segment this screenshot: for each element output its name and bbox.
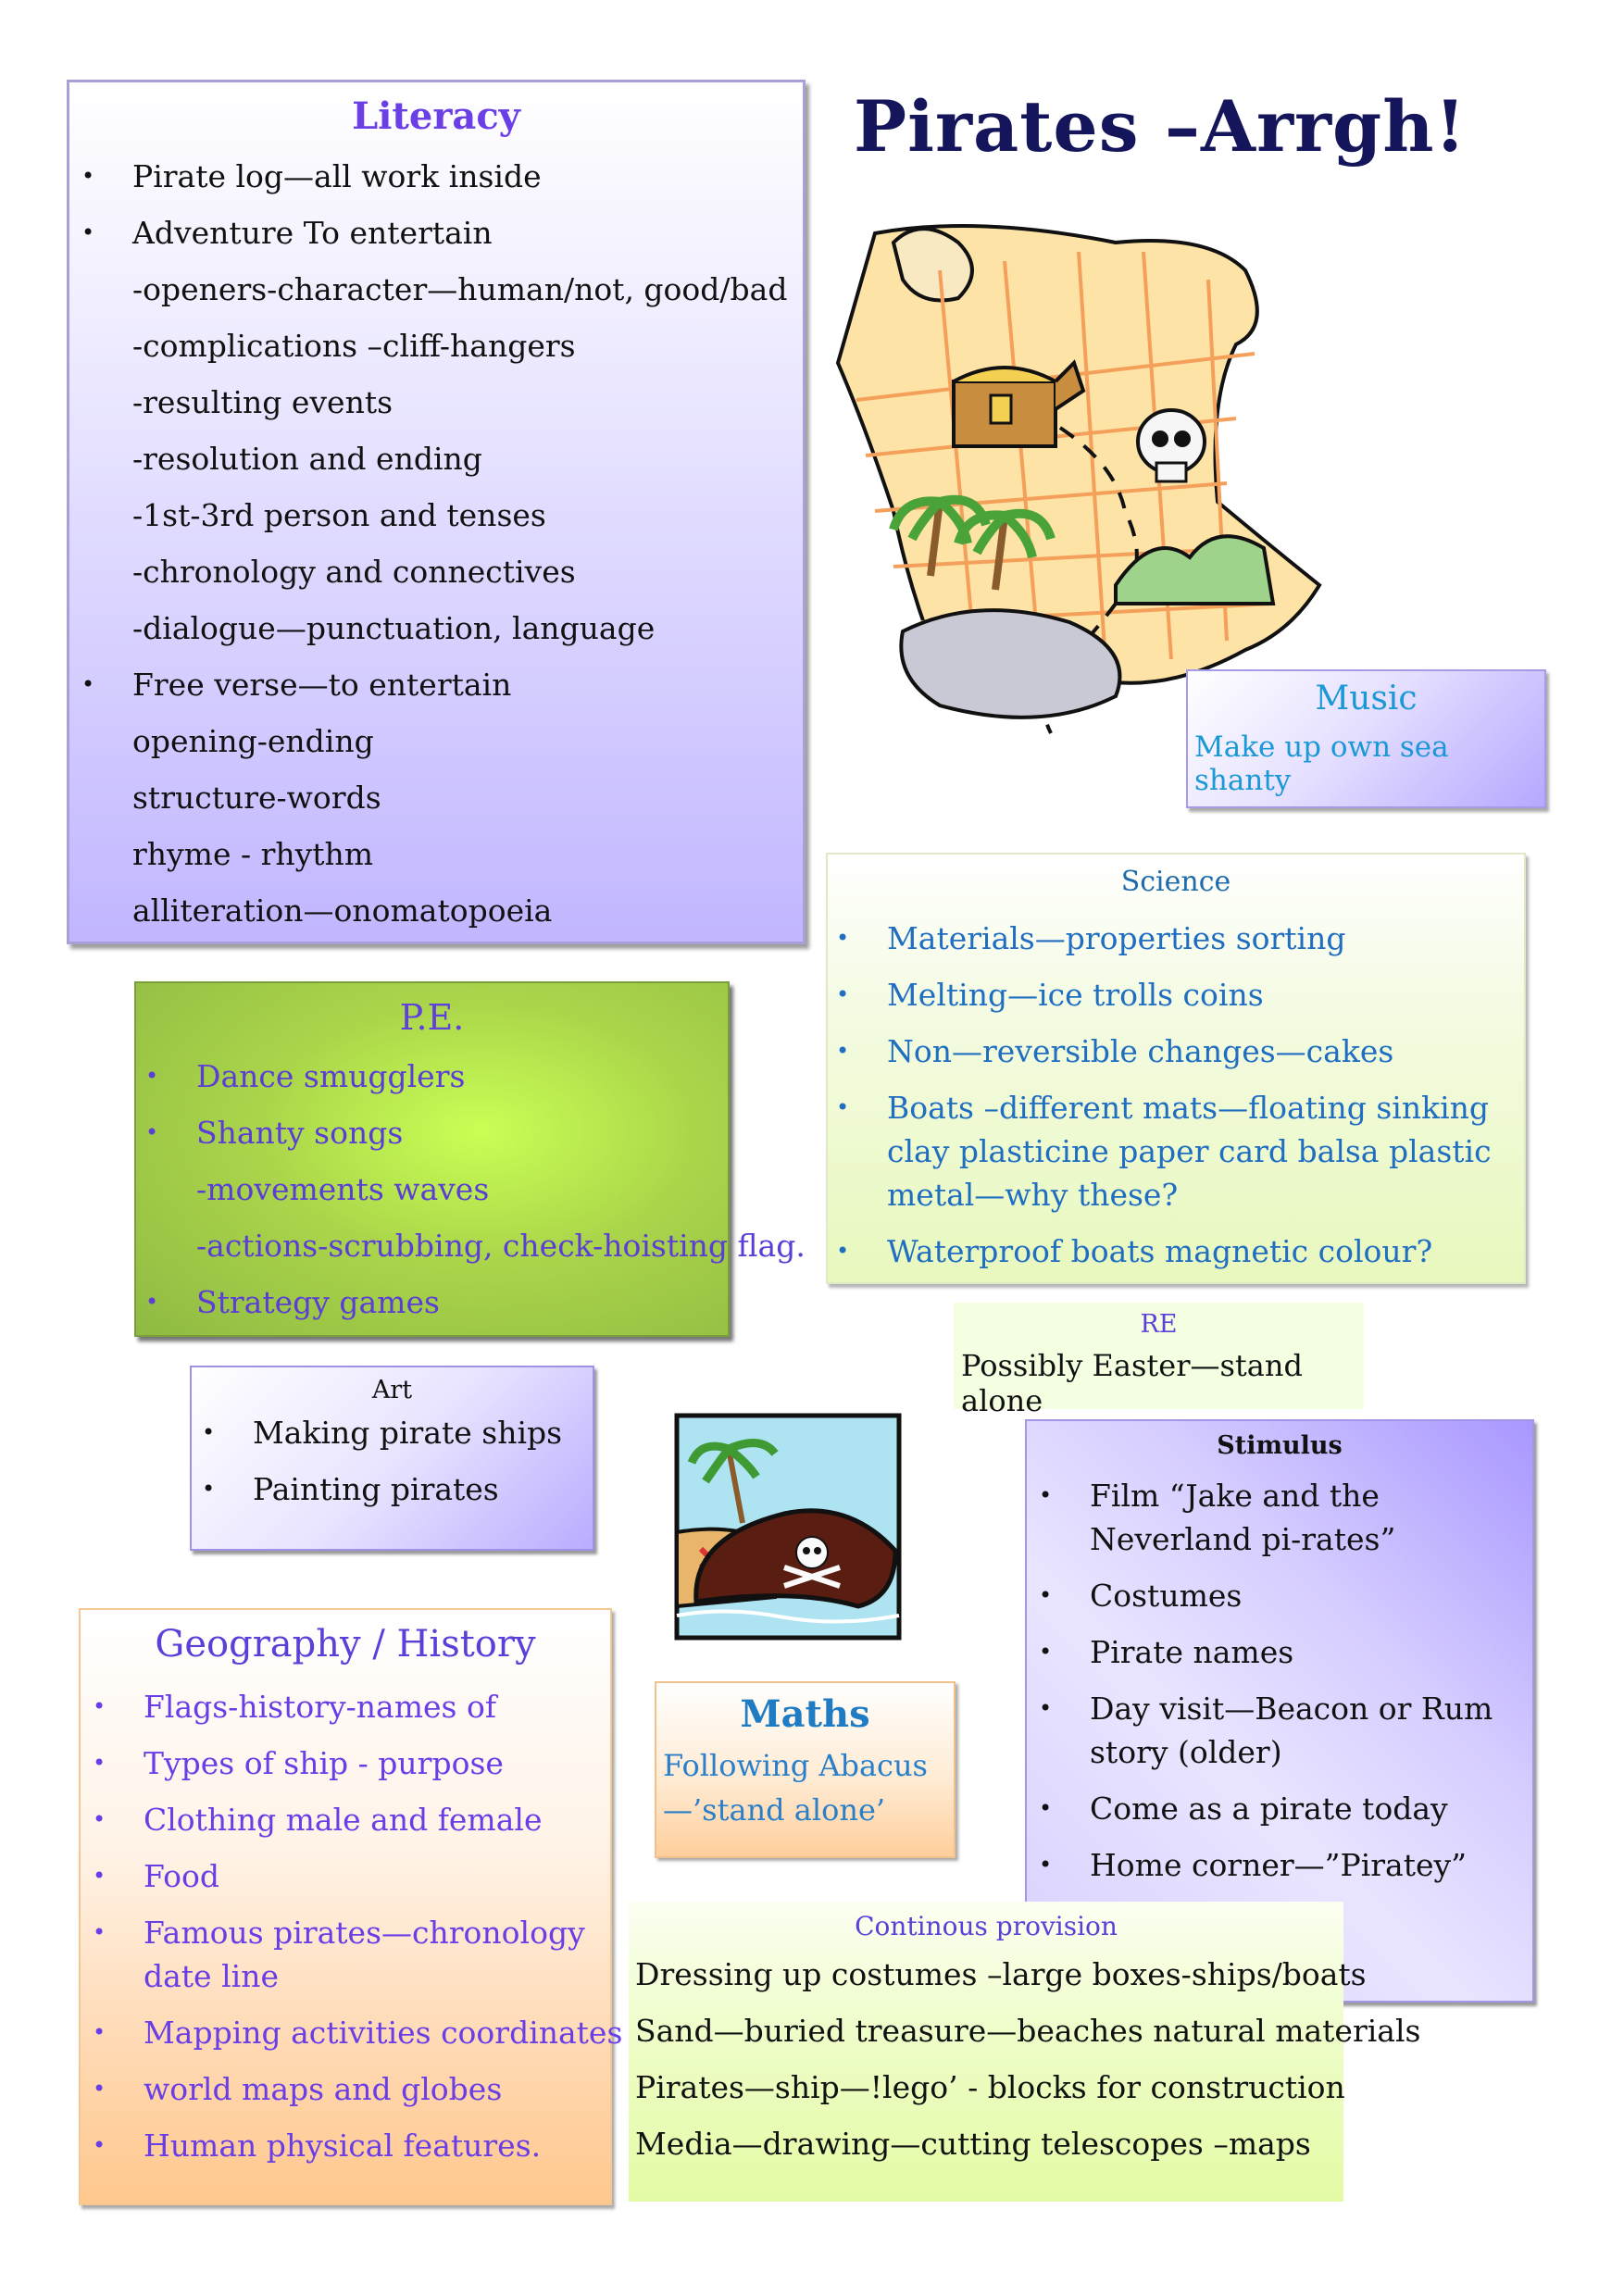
list-item: -actions-scrubbing, check-hoisting flag. — [196, 1228, 806, 1264]
pe-title: P.E. — [399, 997, 465, 1038]
page-title: Pirates –Arrgh! — [854, 85, 1467, 168]
list-item: -1st-3rd person and tenses — [132, 497, 546, 533]
list-item: -complications –cliff-hangers — [132, 328, 576, 364]
art-panel — [190, 1366, 594, 1551]
art-title: Art — [371, 1376, 413, 1404]
list-item: • Dance smugglers — [196, 1048, 728, 1104]
list-item: • Strategy games — [196, 1274, 728, 1330]
list-item: • Pirate log—all work inside — [132, 148, 803, 205]
continuous-list — [629, 1946, 1421, 2172]
list-item: • Famous pirates—chronology date line — [144, 1904, 595, 2004]
list-item: rhyme - rhythm — [132, 836, 374, 872]
list-item: • Melting—ice trolls coins — [887, 967, 1509, 1023]
continuous-title: Continous provision — [855, 1911, 1118, 1941]
pe-panel — [134, 981, 806, 1337]
list-item: • Costumes — [1090, 1567, 1519, 1624]
list-item: • Painting pirates — [253, 1461, 593, 1517]
pirate-hat-island-icon — [673, 1412, 903, 1641]
list-item: • Adventure To entertain — [132, 205, 803, 261]
list-item: • Day visit—Beacon or Rum story (older) — [1090, 1680, 1519, 1780]
list-item: • Home corner—”Piratey” — [1090, 1837, 1519, 1893]
list-item: • Human physical features. — [144, 2117, 595, 2174]
list-item: • Flags-history-names of — [144, 1678, 595, 1735]
stimulus-title: Stimulus — [1217, 1431, 1343, 1460]
maths-panel — [655, 1681, 956, 1858]
list-item: Pirates—ship—!lego’ - blocks for construction — [635, 2069, 1345, 2105]
re-text: Possibly Easter—stand alone — [961, 1348, 1303, 1418]
geography-list — [81, 1678, 623, 2174]
music-text: Make up own sea shanty — [1194, 730, 1449, 797]
re-title: RE — [1140, 1310, 1178, 1339]
literacy-panel — [67, 80, 806, 944]
list-item: -dialogue—punctuation, language — [132, 610, 656, 646]
stimulus-list — [1027, 1467, 1532, 1893]
maths-title: Maths — [740, 1692, 870, 1736]
list-item: Sand—buried treasure—beaches natural materials — [635, 2013, 1421, 2049]
science-panel — [826, 853, 1526, 1284]
list-item: Dressing up costumes –large boxes-ships/boats — [635, 1956, 1367, 1992]
list-item: • Waterproof boats magnetic colour? — [887, 1223, 1509, 1279]
science-list — [828, 910, 1524, 1279]
list-item: structure-words — [132, 780, 381, 816]
list-item: • Non—reversible changes—cakes — [887, 1023, 1509, 1079]
music-panel — [1186, 669, 1546, 808]
geography-title: Geography / History — [155, 1623, 536, 1666]
list-item: -chronology and connectives — [132, 554, 576, 590]
pe-list — [136, 1048, 806, 1330]
list-item: • Film “Jake and the Neverland pi-rates” — [1090, 1467, 1519, 1567]
list-item: • Pirate names — [1090, 1624, 1519, 1680]
continuous-provision-panel — [629, 1902, 1421, 2202]
list-item: -openers-character—human/not, good/bad — [132, 271, 788, 307]
list-item: opening-ending — [132, 723, 374, 759]
art-list — [192, 1404, 593, 1517]
literacy-title: Literacy — [352, 94, 520, 138]
maths-text: Following Abacus—’stand alone’ — [663, 1748, 928, 1828]
list-item: -resolution and ending — [132, 441, 482, 477]
list-item: • Come as a pirate today — [1090, 1780, 1519, 1837]
list-item: • Making pirate ships — [253, 1404, 593, 1461]
re-panel — [954, 1303, 1364, 1418]
list-item: • Mapping activities coordinates — [144, 2004, 595, 2061]
list-item: • Food — [144, 1848, 595, 1904]
list-item: -resulting events — [132, 384, 394, 420]
list-item: • world maps and globes — [144, 2061, 595, 2117]
list-item: -movements waves — [196, 1171, 490, 1207]
list-item: alliteration—onomatopoeia — [132, 892, 553, 929]
list-item: Media—drawing—cutting telescopes –maps — [635, 2126, 1311, 2162]
list-item: • Materials—properties sorting — [887, 910, 1509, 967]
music-title: Music — [1315, 680, 1418, 718]
list-item: • Shanty songs — [196, 1104, 728, 1161]
list-item: • Boats –different mats—floating sinking clay plasticine paper card balsa plastic metal—why these? — [887, 1079, 1509, 1223]
list-item: • Types of ship - purpose — [144, 1735, 595, 1791]
list-item: • Clothing male and female — [144, 1791, 595, 1848]
science-title: Science — [1120, 866, 1231, 898]
geography-history-panel — [79, 1608, 623, 2205]
list-item: • Free verse—to entertain — [132, 656, 803, 713]
literacy-list — [69, 148, 803, 939]
